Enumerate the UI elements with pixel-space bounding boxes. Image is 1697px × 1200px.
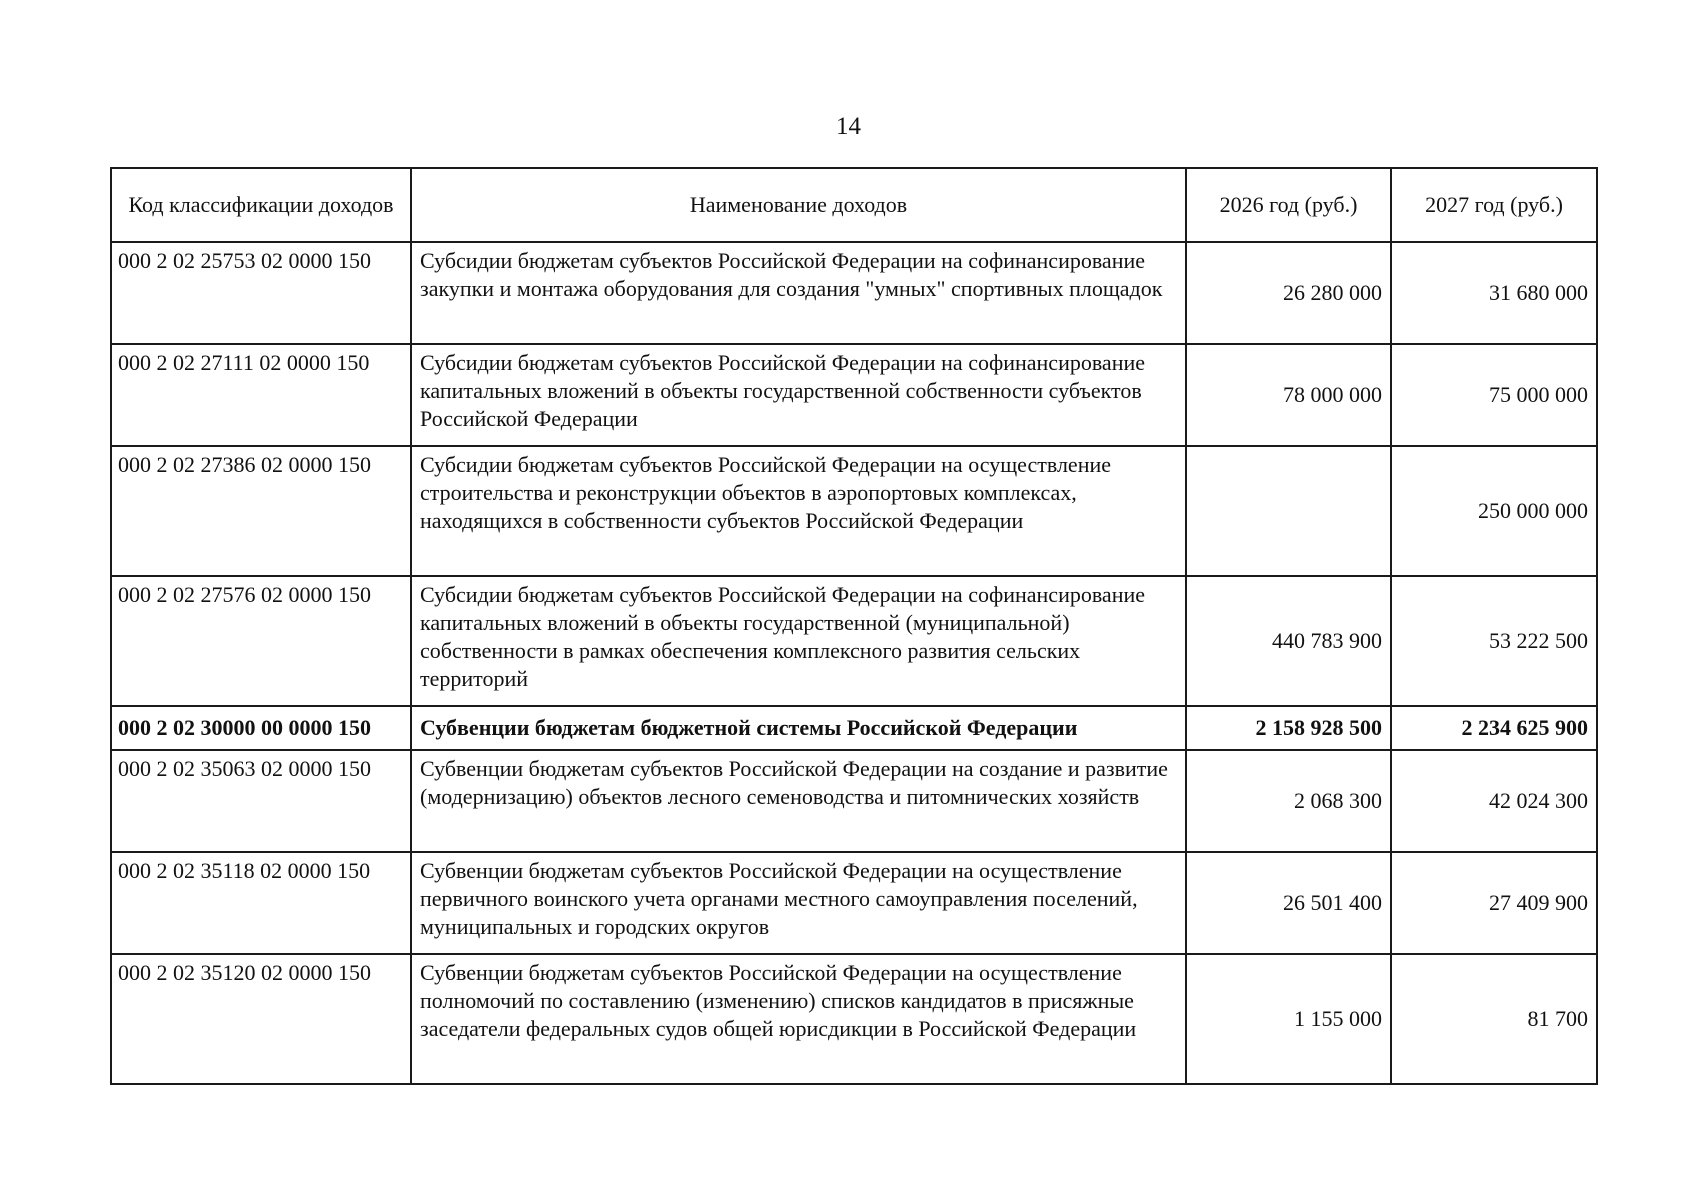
cell-2026: 1 155 000: [1186, 954, 1391, 1084]
cell-2027: 75 000 000: [1391, 344, 1597, 446]
cell-name: Субсидии бюджетам субъектов Российской Федерации на софинансирование закупки и монтажа оборудования для создания "умных" спортивных площадок: [411, 242, 1186, 344]
cell-code: 000 2 02 35063 02 0000 150: [111, 750, 411, 852]
table-row: [111, 576, 1597, 706]
table-row: [111, 344, 1597, 446]
header-2026: 2026 год (руб.): [1186, 168, 1391, 242]
cell-code: 000 2 02 35120 02 0000 150: [111, 954, 411, 1084]
cell-name: Субсидии бюджетам субъектов Российской Федерации на осуществление строительства и реконструкции объектов в аэропортовых комплексах, находящихся в собственности субъектов Российской Федерации: [411, 446, 1186, 576]
cell-code: 000 2 02 27576 02 0000 150: [111, 576, 411, 706]
cell-2026: 2 158 928 500: [1186, 706, 1391, 750]
cell-code: 000 2 02 25753 02 0000 150: [111, 242, 411, 344]
cell-2026: 2 068 300: [1186, 750, 1391, 852]
table-row: [111, 242, 1597, 344]
cell-2027: 31 680 000: [1391, 242, 1597, 344]
page-number: 14: [836, 113, 861, 140]
table-row: [111, 446, 1597, 576]
cell-2026: 26 280 000: [1186, 242, 1391, 344]
cell-2027: 250 000 000: [1391, 446, 1597, 576]
cell-2026: 440 783 900: [1186, 576, 1391, 706]
table-row: [111, 852, 1597, 954]
table-row: [111, 954, 1597, 1084]
header-code: Код классификации доходов: [111, 168, 411, 242]
header-name: Наименование доходов: [411, 168, 1186, 242]
cell-name: Субвенции бюджетам субъектов Российской Федерации на осуществление полномочий по составлению (изменению) списков кандидатов в присяжные заседатели федеральных судов общей юрисдикции в Российской Федерации: [411, 954, 1186, 1084]
table-header-row: [111, 168, 1597, 242]
cell-2026: 26 501 400: [1186, 852, 1391, 954]
cell-name: Субвенции бюджетам бюджетной системы Российской Федерации: [411, 706, 1186, 750]
cell-2027: 42 024 300: [1391, 750, 1597, 852]
cell-2026: 78 000 000: [1186, 344, 1391, 446]
cell-2026: [1186, 446, 1391, 576]
header-2027: 2027 год (руб.): [1391, 168, 1597, 242]
cell-name: Субсидии бюджетам субъектов Российской Федерации на софинансирование капитальных вложений в объекты государственной собственности субъектов Российской Федерации: [411, 344, 1186, 446]
cell-name: Субвенции бюджетам субъектов Российской Федерации на создание и развитие (модернизацию) объектов лесного семеноводства и питомнических хозяйств: [411, 750, 1186, 852]
cell-name: Субсидии бюджетам субъектов Российской Федерации на софинансирование капитальных вложений в объекты государственной (муниципальной) собственности в рамках обеспечения комплексного развития сельских территорий: [411, 576, 1186, 706]
cell-2027: 81 700: [1391, 954, 1597, 1084]
cell-2027: 53 222 500: [1391, 576, 1597, 706]
cell-code: 000 2 02 27111 02 0000 150: [111, 344, 411, 446]
cell-code: 000 2 02 27386 02 0000 150: [111, 446, 411, 576]
cell-2027: 27 409 900: [1391, 852, 1597, 954]
cell-code: 000 2 02 30000 00 0000 150: [111, 706, 411, 750]
table-row-total: [111, 706, 1597, 750]
revenue-table: [110, 167, 1598, 1085]
cell-2027: 2 234 625 900: [1391, 706, 1597, 750]
table-row: [111, 750, 1597, 852]
cell-name: Субвенции бюджетам субъектов Российской Федерации на осуществление первичного воинского учета органами местного самоуправления поселений, муниципальных и городских округов: [411, 852, 1186, 954]
cell-code: 000 2 02 35118 02 0000 150: [111, 852, 411, 954]
